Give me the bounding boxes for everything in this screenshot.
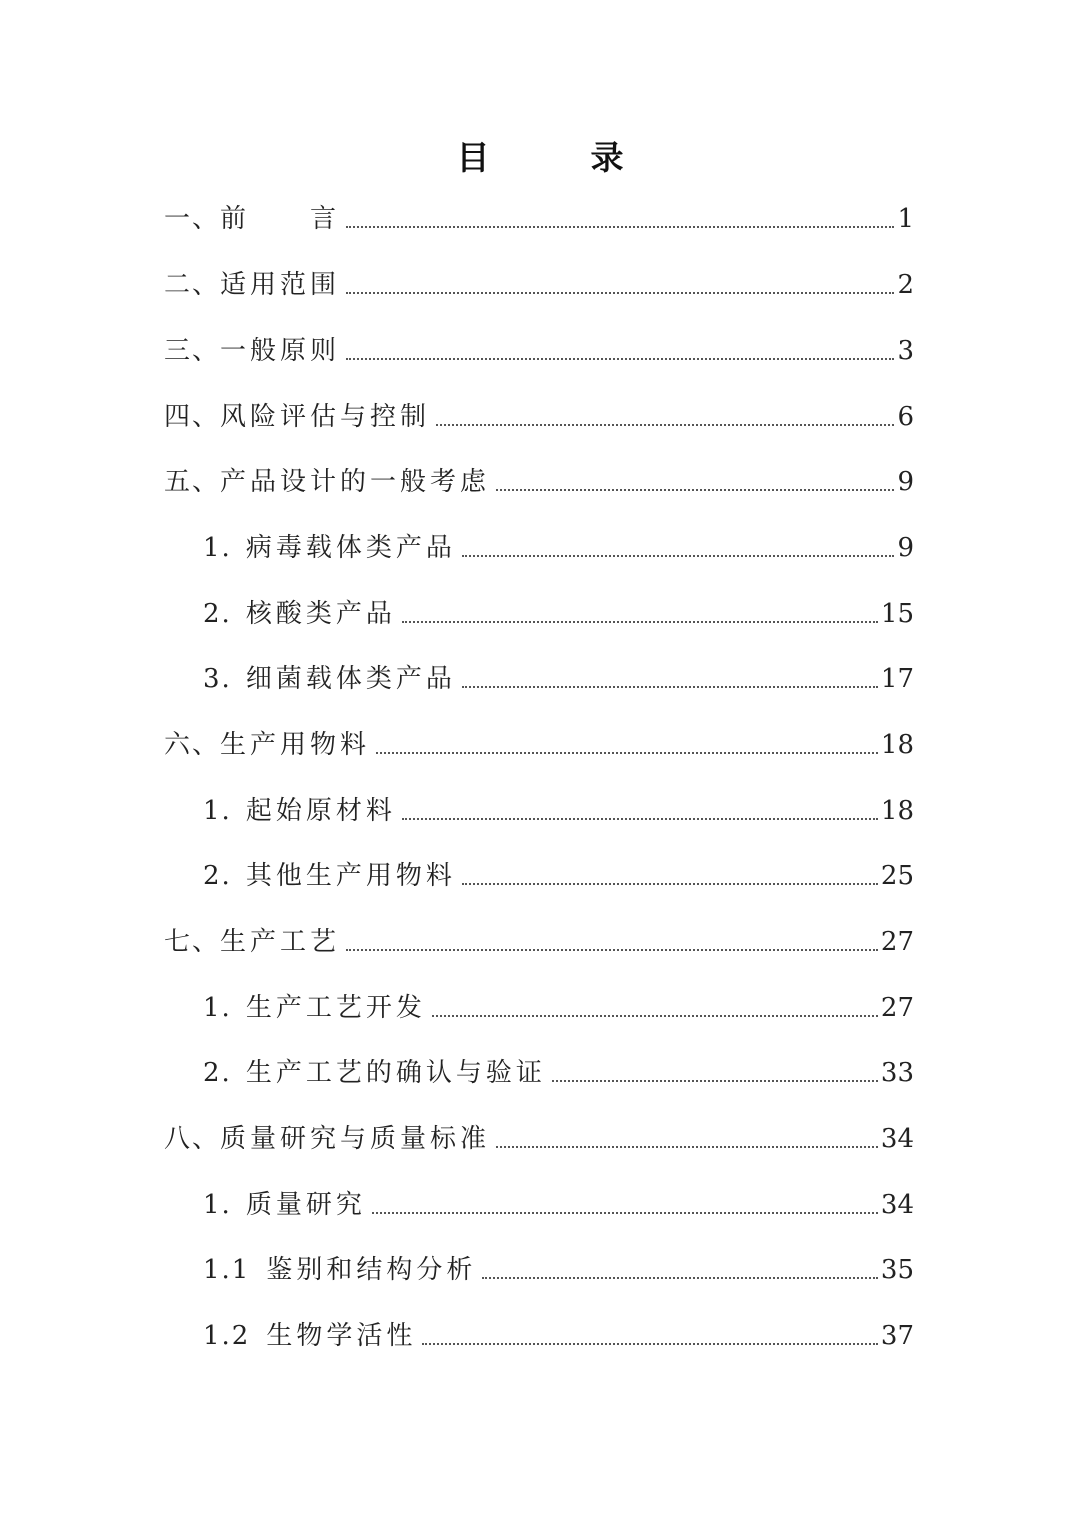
- dot-leader: [462, 686, 878, 688]
- dot-leader: [422, 1343, 878, 1345]
- toc-entry[interactable]: [203, 1247, 914, 1287]
- entry-number: 二、: [164, 270, 221, 300]
- toc-entry[interactable]: [203, 788, 914, 828]
- toc-entry[interactable]: [203, 591, 914, 631]
- entry-number: 1.: [203, 533, 232, 563]
- entry-number: 2.: [203, 599, 232, 629]
- entry-label: 生产用物料: [220, 730, 371, 760]
- toc-entry[interactable]: [164, 722, 914, 762]
- entry-page-number: 27: [880, 993, 914, 1023]
- entry-number: 1.: [203, 1190, 232, 1220]
- entry-page-number: 25: [880, 861, 914, 891]
- entry-page-number: 18: [880, 730, 914, 760]
- entry-label: 细菌载体类产品: [245, 664, 456, 694]
- dot-leader: [346, 358, 894, 360]
- entry-page-number: 9: [897, 467, 914, 497]
- dot-leader: [346, 226, 894, 228]
- toc-entry[interactable]: [203, 1050, 914, 1090]
- toc-entry[interactable]: [203, 656, 914, 696]
- entry-label: 风险评估与控制: [220, 402, 431, 432]
- entry-page-number: 1: [897, 204, 914, 234]
- entry-number: 八、: [164, 1124, 221, 1154]
- toc-entry[interactable]: [203, 1182, 914, 1222]
- toc-entry[interactable]: [164, 394, 914, 434]
- toc-entry[interactable]: [203, 525, 914, 565]
- entry-number: 3.: [203, 664, 232, 694]
- toc-entry[interactable]: [203, 853, 914, 893]
- dot-leader: [346, 292, 894, 294]
- entry-page-number: 6: [897, 402, 914, 432]
- entry-label: 生物学活性: [266, 1321, 417, 1351]
- toc-entry[interactable]: [164, 919, 914, 959]
- dot-leader: [372, 1212, 878, 1214]
- entry-page-number: 9: [897, 533, 914, 563]
- entry-label: 起始原材料: [245, 796, 396, 826]
- entry-number: 1.: [203, 993, 232, 1023]
- entry-label: 产品设计的一般考虑: [220, 467, 491, 497]
- entry-number: 2.: [203, 1058, 232, 1088]
- entry-page-number: 33: [880, 1058, 914, 1088]
- dot-leader: [432, 1015, 878, 1017]
- dot-leader: [496, 1146, 878, 1148]
- entry-label: 鉴别和结构分析: [266, 1255, 477, 1285]
- entry-label: 生产工艺: [220, 927, 341, 957]
- entry-number: 2.: [203, 861, 232, 891]
- toc-entry[interactable]: [203, 1313, 914, 1353]
- entry-label: 质量研究与质量标准: [220, 1124, 491, 1154]
- entry-label: 核酸类产品: [245, 599, 396, 629]
- dot-leader: [346, 949, 878, 951]
- entry-label: 生产工艺的确认与验证: [245, 1058, 546, 1088]
- dot-leader: [402, 621, 878, 623]
- dot-leader: [552, 1080, 878, 1082]
- toc-entry[interactable]: [164, 1116, 914, 1156]
- entry-page-number: 37: [880, 1321, 914, 1351]
- dot-leader: [496, 489, 894, 491]
- entry-label: 病毒载体类产品: [245, 533, 456, 563]
- entry-number: 五、: [164, 467, 221, 497]
- entry-label: 其他生产用物料: [245, 861, 456, 891]
- toc-entry[interactable]: [164, 328, 914, 368]
- entry-label: 生产工艺开发: [245, 993, 426, 1023]
- entry-page-number: 15: [880, 599, 914, 629]
- entry-label: 适用范围: [220, 270, 341, 300]
- toc-title: 目 录: [456, 138, 658, 177]
- toc-entry[interactable]: [203, 985, 914, 1025]
- dot-leader: [402, 818, 878, 820]
- dot-leader: [462, 555, 895, 557]
- toc-entry[interactable]: [164, 262, 914, 302]
- dot-leader: [376, 752, 878, 754]
- entry-label: 质量研究: [245, 1190, 366, 1220]
- entry-number: 七、: [164, 927, 221, 957]
- entry-label: 一般原则: [220, 336, 341, 366]
- entry-label: 前 言: [220, 204, 341, 234]
- entry-number: 四、: [164, 402, 221, 432]
- dot-leader: [482, 1277, 878, 1279]
- entry-number: 1.: [203, 796, 232, 826]
- entry-page-number: 17: [880, 664, 914, 694]
- entry-page-number: 34: [880, 1190, 914, 1220]
- entry-number: 一、: [164, 204, 221, 234]
- toc-entry[interactable]: [164, 196, 914, 236]
- entry-page-number: 2: [897, 270, 914, 300]
- entry-page-number: 27: [880, 927, 914, 957]
- dot-leader: [462, 883, 878, 885]
- entry-page-number: 3: [897, 336, 914, 366]
- entry-number: 六、: [164, 730, 221, 760]
- dot-leader: [436, 424, 894, 426]
- toc-entry[interactable]: [164, 459, 914, 499]
- entry-page-number: 34: [880, 1124, 914, 1154]
- entry-page-number: 18: [880, 796, 914, 826]
- entry-number: 1.1: [203, 1255, 251, 1285]
- entry-number: 三、: [164, 336, 221, 366]
- entry-number: 1.2: [203, 1321, 251, 1351]
- entry-page-number: 35: [880, 1255, 914, 1285]
